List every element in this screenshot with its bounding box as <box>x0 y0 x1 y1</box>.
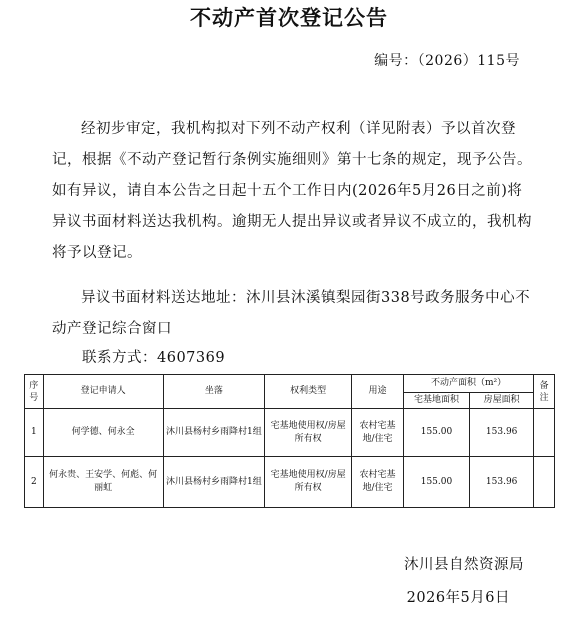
header-house-area: 房屋面积 <box>470 393 534 409</box>
header-land-area: 宅基地面积 <box>403 393 469 409</box>
cell-right-type: 宅基地使用权/房屋所有权 <box>265 409 352 457</box>
table-header-row <box>25 375 555 393</box>
cell-location: 沐川县杨村乡雨降村1组 <box>163 457 264 508</box>
table-row <box>25 457 555 508</box>
table-row <box>25 409 555 457</box>
issue-date: 2026年5月6日 <box>406 590 510 606</box>
objection-address-paragraph: 异议书面材料送达地址：沐川县沐溪镇梨园街338号政务服务中心不动产登记综合窗口 <box>52 290 531 337</box>
header-area-group: 不动产面积（m²） <box>403 375 533 393</box>
header-location: 坐落 <box>163 375 264 409</box>
cell-applicant: 何学德、何永全 <box>43 409 163 457</box>
cell-usage: 农村宅基地/住宅 <box>352 457 404 508</box>
header-applicant: 登记申请人 <box>43 375 163 409</box>
page-title: 不动产首次登记公告 <box>190 6 388 30</box>
registration-table <box>24 374 555 508</box>
cell-location: 沐川县杨村乡雨降村1组 <box>163 409 264 457</box>
cell-land-area: 155.00 <box>403 457 469 508</box>
contact-info: 联系方式：4607369 <box>82 350 226 366</box>
cell-seq: 2 <box>25 457 44 508</box>
cell-usage: 农村宅基地/住宅 <box>352 409 404 457</box>
cell-remark <box>534 409 555 457</box>
cell-right-type: 宅基地使用权/房屋所有权 <box>265 457 352 508</box>
document-number: 编号：（2026）115号 <box>374 53 520 69</box>
cell-seq: 1 <box>25 409 44 457</box>
header-right-type: 权利类型 <box>265 375 352 409</box>
header-usage: 用途 <box>352 375 404 409</box>
header-seq: 序号 <box>25 375 44 409</box>
cell-house-area: 153.96 <box>470 409 534 457</box>
cell-remark <box>534 457 555 508</box>
header-remark: 备注 <box>534 375 555 409</box>
issuer-signature: 沐川县自然资源局 <box>404 557 524 573</box>
notice-paragraph: 经初步审定，我机构拟对下列不动产权利（详见附表）予以首次登记，根据《不动产登记暂行条例实施细则》第十七条的规定，现予公告。如有异议，请自本公告之日起十五个工作日内(2026年5月26日之前)将异议书面材料送达我机构。逾期无人提出异议或者异议不成立的，我机构将予以登记。 <box>52 121 532 261</box>
cell-land-area: 155.00 <box>403 409 469 457</box>
cell-house-area: 153.96 <box>470 457 534 508</box>
cell-applicant: 何永贵、王安学、何彪、何丽虹 <box>43 457 163 508</box>
